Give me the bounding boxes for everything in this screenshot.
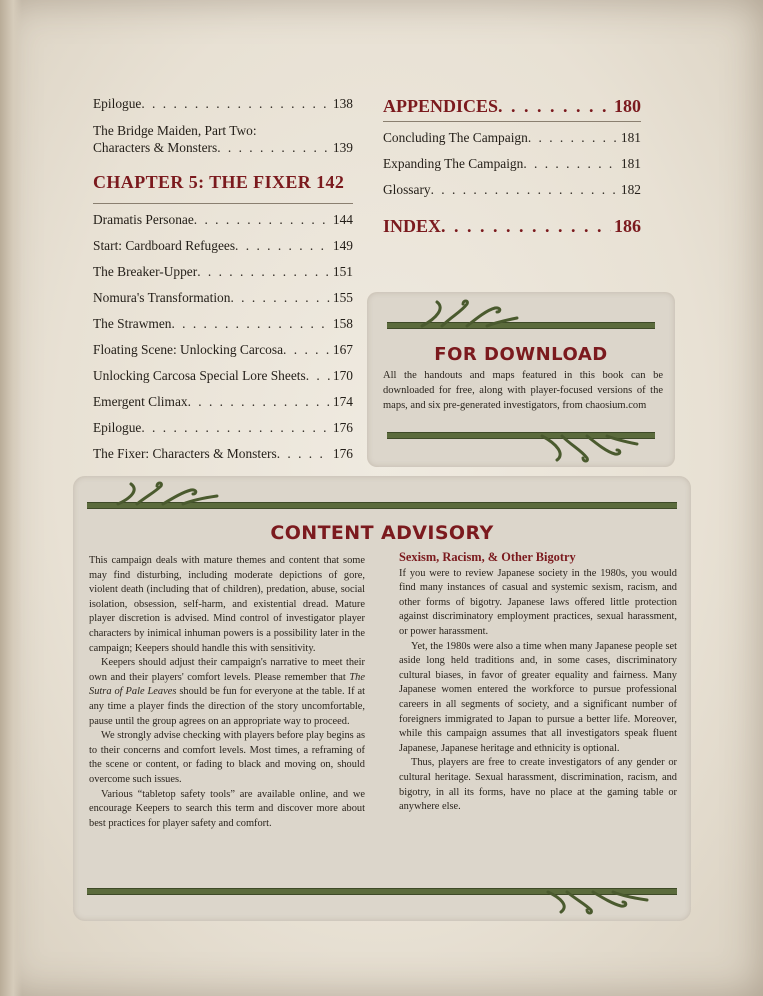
- advisory-paragraph: This campaign deals with mature themes and content that some may find disturbing, including moderate depictions of gore, violent death (including that of children), predation, abuse, social isolation, obsession, self-harm, and existential dread. Mature player discretion is advised. Mind control of investigator player characters by inimical inhuman powers is a possibility later in the campaign; Keepers should handle this with sensitivity.: [89, 555, 365, 654]
- toc-entry[interactable]: [93, 122, 353, 156]
- index-heading[interactable]: [383, 216, 641, 237]
- advisory-paragraph: We strongly advise checking with players before play begins as to their concerns and comfort levels. Most times, a reframing of the scene or content, or fading to black and moving on, should overcome such issues.: [89, 730, 365, 785]
- tentacle-ornament-icon: [543, 888, 653, 916]
- chapter-heading[interactable]: CHAPTER 5: THE FIXER 142: [93, 172, 345, 192]
- content-advisory-title: CONTENT ADVISORY: [270, 522, 494, 544]
- toc-entry-page: 144: [332, 212, 353, 227]
- download-text: All the handouts and maps featured in this book can be downloaded for free, along with player-focused versions of the maps, and six pre-generated investigators, from chaosium.com: [383, 370, 663, 411]
- toc-entry-page: 149: [332, 238, 353, 253]
- toc-entry-page: 181: [620, 130, 641, 145]
- appendices-label: APPENDICES: [383, 96, 499, 116]
- toc-entry-label: Unlocking Carcosa Special Lore Sheets: [93, 368, 306, 383]
- advisory-subheading: Sexism, Racism, & Other Bigotry: [399, 550, 576, 564]
- toc-entry[interactable]: [93, 264, 353, 280]
- advisory-paragraph: If you were to review Japanese society in the 1980s, you would find many instances of casual and systemic sexism, racism, and other forms of bigotry. Japanese laws offered little protection against discriminatory employment practices, sexual harassment, or power harassment.: [399, 567, 677, 637]
- toc-entry-label: The Fixer: Characters & Monsters: [93, 446, 277, 461]
- toc-entry-page: 170: [332, 368, 353, 383]
- toc-entry-page: 139: [332, 140, 353, 155]
- toc-entry[interactable]: [93, 342, 353, 358]
- toc-entry-label: Floating Scene: Unlocking Carcosa: [93, 342, 284, 357]
- appendices-divider: [383, 121, 641, 122]
- toc-entry[interactable]: [93, 368, 353, 384]
- toc-entry-page: 151: [332, 264, 353, 279]
- toc-entry-label: The Strawmen: [93, 316, 172, 331]
- book-title: The Sutra of Pale Leaves: [89, 671, 365, 698]
- toc-entry[interactable]: [383, 130, 641, 146]
- toc-entry-page: 182: [620, 182, 641, 197]
- advisory-left-column: [89, 554, 365, 831]
- toc-entry[interactable]: [93, 238, 353, 254]
- toc-entry-label: Dramatis Personae: [93, 212, 194, 227]
- toc-entry-page: 138: [332, 96, 353, 111]
- advisory-paragraph: Thus, players are free to create investigators of any gender or cultural heritage. Sexual harassment, discrimination, racism, and bigotry, in all its forms, have no place at the gaming table or anywhere else.: [399, 757, 677, 813]
- toc-entry-label: Epilogue: [93, 420, 142, 435]
- toc-entry-page: 158: [332, 316, 353, 331]
- toc-entry[interactable]: [93, 420, 353, 436]
- toc-right-column: [383, 96, 641, 237]
- toc-entry[interactable]: [383, 182, 641, 198]
- toc-entry-label: Glossary: [383, 182, 431, 197]
- appendices-entries: [383, 130, 641, 198]
- advisory-paragraph: Yet, the 1980s were also a time when many Japanese people set aside long held traditions and, in some cases, discriminatory cultural biases, in favor of greater equality and fairness. Many Japanese women entered the workforce to pursue professional careers in all segments of society, and a significant number of foreigners immigrated to Japan to pursue a better life. Moreover, while this campaign assumes that all investigators speak fluent Japanese, Japanese heritage and ethnicity is optional.: [399, 640, 677, 754]
- toc-entry-page: 167: [332, 342, 353, 357]
- toc-entry-page: 155: [332, 290, 353, 305]
- toc-left-column: [93, 96, 353, 472]
- advisory-paragraph: Various “tabletop safety tools” are available online, and we encourage Keepers to search this term and discover more about best practices for player safety and comfort.: [89, 788, 365, 829]
- toc-entry-label-line1: The Bridge Maiden, Part Two:: [93, 123, 257, 138]
- tentacle-ornament-icon: [537, 432, 647, 464]
- toc-entry-label-line2: Characters & Monsters: [93, 140, 218, 155]
- toc-entry-label: Nomura's Transformation: [93, 290, 231, 305]
- page-spine-shadow: [0, 0, 22, 996]
- toc-entry[interactable]: [93, 212, 353, 228]
- toc-entry[interactable]: [93, 316, 353, 332]
- content-advisory-box: [73, 476, 691, 921]
- toc-entry[interactable]: [93, 394, 353, 410]
- advisory-paragraph: Keepers should adjust their campaign's narrative to meet their own and their players' comfort levels. Please remember that The Sutra of Pale Leaves should be fun for everyone at the table. If at any time a player finds the direction of the story uncomfortable, pause until the group agrees on an appropriate way to proceed.: [89, 657, 365, 727]
- toc-entry-label: Emergent Climax: [93, 394, 188, 409]
- appendices-heading[interactable]: [383, 96, 641, 117]
- toc-entry-label: Concluding The Campaign: [383, 130, 528, 145]
- toc-entry-page: 176: [332, 446, 353, 461]
- toc-entry-label: Epilogue: [93, 96, 142, 111]
- toc-chapter-entries: [93, 212, 353, 462]
- advisory-right-column: [399, 550, 677, 815]
- toc-entry[interactable]: [93, 290, 353, 306]
- toc-entry[interactable]: [93, 96, 353, 112]
- toc-entry-page: 176: [332, 420, 353, 435]
- index-page: 186: [614, 216, 641, 236]
- index-label: INDEX: [383, 216, 442, 236]
- download-box: [367, 292, 675, 467]
- tentacle-ornament-icon: [113, 480, 223, 508]
- toc-entry[interactable]: [93, 446, 353, 462]
- toc-entry[interactable]: [383, 156, 641, 172]
- chapter-divider: [93, 203, 353, 204]
- toc-entry-page: 174: [332, 394, 353, 409]
- download-title: FOR DOWNLOAD: [434, 344, 608, 365]
- tentacle-ornament-icon: [417, 298, 527, 330]
- appendices-page: 180: [614, 96, 641, 116]
- toc-entry-label: Start: Cardboard Refugees: [93, 238, 236, 253]
- toc-entry-label: The Breaker-Upper: [93, 264, 198, 279]
- toc-entry-page: 181: [620, 156, 641, 171]
- toc-entry-label: Expanding The Campaign: [383, 156, 524, 171]
